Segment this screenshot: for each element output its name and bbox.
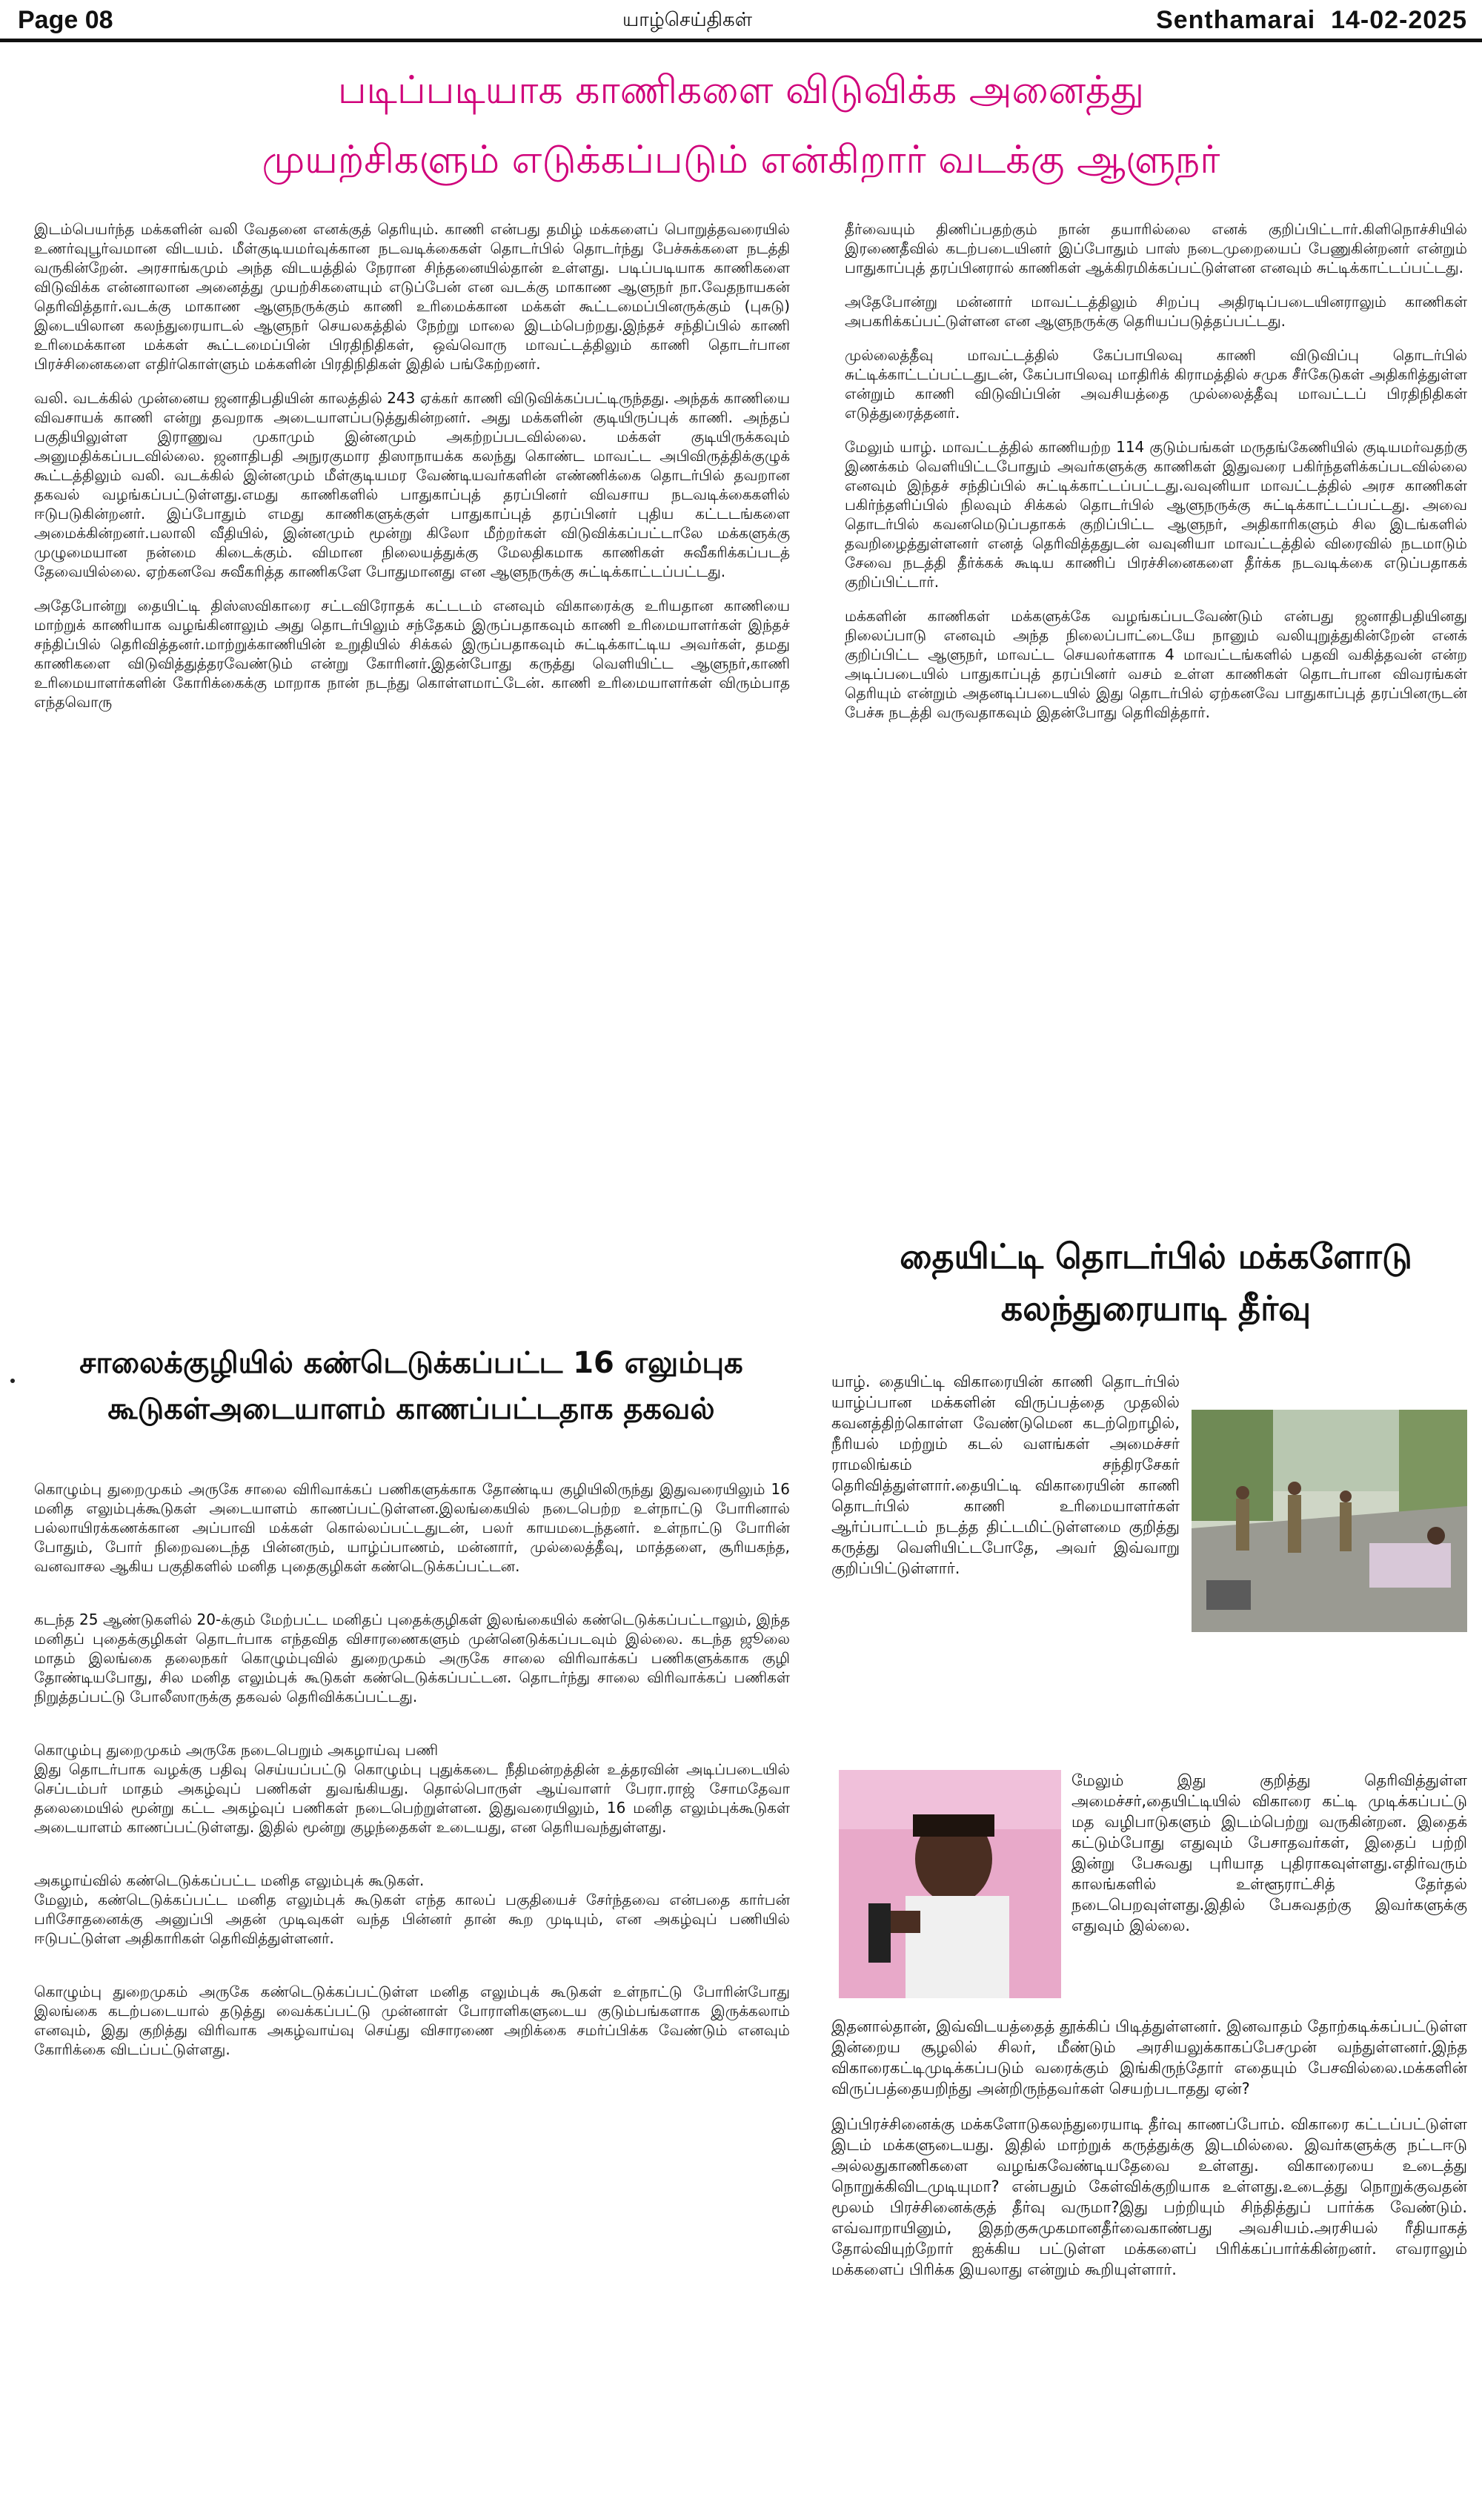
publication-date bbox=[1156, 6, 1467, 35]
paragraph: மேலும் யாழ். மாவட்டத்தில் காணியற்ற 114 குடும்பங்கள் மருதங்கேணியில் குடியமர்வதற்கு இணக்கம் வெளியிட்டபோதும் அவர்களுக்கு காணிகள் இதுவரை பகிர்ந்தளிக்கப்படவில்லை எனவும் இந்தச் சந்திப்பில் சுட்டிக்காட்டப்பட்டது.வவுனியா மாவட்டத்தில் அரச காணிகள் பகிர்ந்தளிப்பில் நிலவும் சிக்கல் தொடர்பில் ஆளுநருக்கு சுட்டிக்காட்டப்பட்டது. அவை தொடர்பில் கவனமெடுப்பதாகக் குறிப்பிட்ட ஆளுநர், அதிகாரிகளும் சில இடங்களில் தவறிழைத்துள்ளனர் எனத் தெரிவித்ததுடன் வவுனியா மாவட்டத்தில் விரைவில் நடமாடும் சேவை நடத்தி தீர்க்கக் கூடிய காணிப் பிரச்சினைகளை தீர்க்க நடவடிக்கை எடுப்பதாகக் குறிப்பிட்டார். bbox=[845, 438, 1467, 591]
main-headline-line2: முயற்சிகளும் எடுக்கப்படும் என்கிறார் வடக்கு ஆளுநர் bbox=[262, 138, 1220, 182]
paragraph: கடந்த 25 ஆண்டுகளில் 20-க்கும் மேற்பட்ட மனிதப் புதைக்குழிகள் இலங்கையில் கண்டெடுக்கப்பட்டாலும், இந்த மனிதப் புதைக்குழிகள் தொடர்பாக எந்தவித விசாரணைகளும் முன்னெடுக்கப்படவும் இல்லை. கடந்த ஜூலை மாதம் இலங்கை தலைநகர் கொழும்புவில் துறைமுகம் அருகே சாலை விரிவாக்கப் பணிகளுக்காக குழி தோண்டியபோது, சில மனித எலும்புக் கூடுகள் கண்டெடுக்கப்பட்டன. தொடர்ந்து சாலை விரிவாக்கப் பணிகள் நிறுத்தப்பட்டு போலீஸாருக்கு தகவல் தெரிவிக்கப்பட்டது. bbox=[34, 1611, 790, 1705]
paragraph: மக்களின் காணிகள் மக்களுக்கே வழங்கப்படவேண்டும் என்பது ஜனாதிபதியினது நிலைப்பாடு எனவும் அந்த நிலைப்பாட்டையே நானும் வலியுறுத்துகின்றேன் எனக் குறிப்பிட்ட ஆளுநர், மாவட்ட செயலர்களாக 4 மாவட்டங்களில் பதவி வகித்தவன் என்ற அடிப்படையில் பாதுகாப்புத் தரப்பினர் வசம் உள்ள காணிகள் தொடர்பான விவரங்கள் தெரியும் என்றும் அதனடிப்படையில் இது தொடர்பில் ஏற்கனவே பாதுகாப்புத் தரப்பினருடன் பேச்சு நடத்தி வருவதாகவும் இதன்போது தெரிவித்தார். bbox=[845, 607, 1467, 721]
skeleton-article-body bbox=[34, 1460, 790, 2513]
skeleton-headline bbox=[30, 1340, 793, 1432]
thaiyiddi-headline-line1: தையிட்டி தொடர்பில் மக்களோடு bbox=[900, 1236, 1412, 1276]
thaiyiddi-headline-line2: கலந்துரையாடி தீர்வு bbox=[1000, 1288, 1312, 1328]
thaiyiddi-side-text: மேலும் இது குறித்து தெரிவித்துள்ள அமைச்சர்,தையிட்டியில் விகாரை கட்டி முடிக்கப்பட்டு மத வழிபாடுகளும் இடம்பெற்று வருகின்றன. இதைக் கட்டும்போது எதுவும் பேசாதவர்கள், இதைப் பற்றி இன்று பேசுவது புரியாத புதிராகவுள்ளது.எதிர்வரும் காலங்களில் உள்ளூராட்சித் தேர்தல் நடைபெறவுள்ளது.இதில் பேசுவதற்கு இவர்களுக்கு எதுவும் இல்லை. bbox=[1071, 1771, 1467, 1934]
issue-date: 14-02-2025 bbox=[1331, 6, 1467, 34]
paragraph: முல்லைத்தீவு மாவட்டத்தில் கேப்பாபிலவு காணி விடுவிப்பு தொடர்பில் சுட்டிக்காட்டப்பட்டதுடன், கேப்பாபிலவு மாதிரிக் கிராமத்தில் சமுக சீர்கேடுகள் அதிகரித்துள்ள என்றும் காணி விடுவிப்பின் அவசியத்தை முல்லைத்தீவு மாவட்டப் பிரதிநிதிகள் எடுத்துரைத்தனர். bbox=[845, 346, 1467, 422]
thaiyiddi-body bbox=[831, 2016, 1467, 2513]
paragraph: அதேபோன்று தையிட்டி திஸ்ஸவிகாரை சட்டவிரோதக் கட்டடம் எனவும் விகாரைக்கு உரியதான காணியை மாற்றுக் காணியாக வழங்கினாலும் அது தொடர்பிலும் சந்தேகம் இருப்பதாகவும் காணி உரிமையாளர்கள் இந்தச் சந்திப்பில் தெரிவித்தனர்.மாற்றுக்காணியின் உறுதியில் சிக்கல் இருப்பதாகவும் சுட்டிக்காட்டிய அவர்கள், தமது காணிகளை விடுவித்துத்தரவேண்டும் என்று கோரினர்.இதன்போது கருத்து வெளியிட்ட ஆளுநர்,காணி உரிமையாளர்களின் கோரிக்கைக்கு மாறாக நான் நடந்து கொள்ளமாட்டேன். காணி உரிமையாளர்கள் விரும்பாத எந்தவொரு bbox=[34, 597, 790, 711]
thaiyiddi-headline bbox=[845, 1230, 1467, 1334]
paragraph: அதேபோன்று மன்னார் மாவட்டத்திலும் சிறப்பு அதிரடிப்படையினராலும் காணிகள் அபகரிக்கப்பட்டுள்ளன என ஆளுநருக்கு தெரியப்படுத்தப்பட்டது. bbox=[845, 293, 1467, 330]
paragraph: கொழும்பு துறைமுகம் அருகே கண்டெடுக்கப்பட்டுள்ள மனித எலும்புக் கூடுகள் உள்நாட்டு போரின்போது இலங்கை கடற்படையால் தடுத்து வைக்கப்பட்டு முன்னாள் போராளிகளுடைய குடும்பங்களாக இருக்கலாம் எனவும், இது குறித்து விரிவாக அகழ்வாய்வு செய்து விசாரணை அறிக்கை சமர்ப்பிக்க வேண்டும் எனவும் கோரிக்கை விடப்பட்டுள்ளது. bbox=[34, 1983, 790, 2058]
skeleton-headline-line1: சாலைக்குழியில் கண்டெடுக்கப்பட்ட 16 எலும்புக bbox=[79, 1346, 743, 1380]
minister-photo bbox=[839, 1770, 1061, 1998]
protest-photo bbox=[1192, 1410, 1467, 1632]
bullet-dot bbox=[10, 1379, 15, 1383]
paragraph: கொழும்பு துறைமுகம் அருகே சாலை விரிவாக்கப் பணிகளுக்காக தோண்டிய குழியிலிருந்து இதுவரையிலும் 16 மனித எலும்புக்கூடுகள் அடையாளம் காணப்பட்டுள்ளன.இலங்கையில் நடைபெற்ற உள்நாட்டு போரினால் பல்லாயிரக்கணக்கான அப்பாவி மக்கள் கொல்லப்பட்டதுடன், பலர் காயமடைந்தனர். உள்நாட்டு போரின் போதும், போர் நிறைவடைந்த பின்னரும், யாழ்ப்பாணம், மன்னார், முல்லைத்தீவு, மாத்தளை, சூரியகந்த, வனவாசல ஆகிய பகுதிகளில் மனித புதைகுழிகள் கண்டெடுக்கப்பட்டன. bbox=[34, 1480, 790, 1575]
paragraph: கொழும்பு துறைமுகம் அருகே நடைபெறும் அகழாய்வு பணி இது தொடர்பாக வழக்கு பதிவு செய்யப்பட்டு கொழும்பு புதுக்கடை நீதிமன்றத்தின் உத்தரவின் அடிப்படையில் செப்டம்பர் மாதம் அகழ்வுப் பணிகள் துவங்கியது. தொல்பொருள் ஆய்வாளர் பேரா.ராஜ் சோமதேவா தலைமையில் மூன்று கட்ட அகழ்வுப் பணிகள் நடைபெற்றுள்ளன. இதுவரையிலும், 16 மனித எலும்புக்கூடுகள் அடையாளம் காணப்பட்டுள்ளது. இதில் மூன்று குழந்தைகள் உடையது, என தெரியவந்துள்ளது. bbox=[34, 1741, 790, 1836]
publication-name: Senthamarai bbox=[1156, 6, 1316, 34]
main-headline-line1: படிப்படியாக காணிகளை விடுவிக்க அனைத்து bbox=[337, 68, 1145, 113]
thaiyiddi-intro: யாழ். தையிட்டி விகாரையின் காணி தொடர்பில் யாழ்ப்பான மக்களின் விருப்பத்தை முதலில் கவனத்திற்கொள்ள வேண்டுமென கடற்றொழில், நீரியல் மற்றும் கடல் வளங்கள் அமைச்சர் ராமலிங்கம் சந்திரசேகர் தெரிவித்துள்ளார்.தையிட்டி விகாரையின் காணி தொடர்பில் காணி உரிமையாளர்கள் ஆர்ப்பாட்டம் நடத்த திட்டமிட்டுள்ளமை குறித்து கருத்து வெளியிட்டபோதே, அவர் இவ்வாறு குறிப்பிட்டுள்ளார். bbox=[831, 1373, 1180, 1577]
skeleton-headline-line2: கூடுகள்அடையாளம் காணப்பட்டதாக தகவல் bbox=[107, 1392, 715, 1426]
header-rule bbox=[0, 39, 1482, 42]
paragraph: அகழாய்வில் கண்டெடுக்கப்பட்ட மனித எலும்புக் கூடுகள். மேலும், கண்டெடுக்கப்பட்ட மனித எலும்புக் கூடுகள் எந்த காலப் பகுதியைச் சேர்ந்தவை என்பதை கார்பன் பரிசோதனைக்கு அனுப்பி அதன் முடிவுகள் வந்த பின்னர் தான் கூற முடியும், என அகழ்வுப் பணியில் ஈடுபட்டுள்ள அதிகாரிகள் தெரிவித்துள்ளனர். bbox=[34, 1871, 790, 1947]
section-name: யாழ்செய்திகள் bbox=[622, 9, 753, 31]
main-article-left-column bbox=[34, 219, 790, 1339]
page-number: Page 08 bbox=[18, 6, 113, 34]
page-header bbox=[0, 0, 1482, 40]
main-article-right-column bbox=[845, 219, 1467, 1213]
paragraph: இடம்பெயர்ந்த மக்களின் வலி வேதனை எனக்குத் தெரியும். காணி என்பது தமிழ் மக்களைப் பொறுத்தவரையில் உணர்வுபூர்வமான விடயம். மீள்குடியமர்வுக்கான நடவடிக்கைகள் தொடர்பில் தொடர்ந்து பேச்சுக்களை நடத்தி வருகின்றேன். அரசாங்கமும் அந்த விடயத்தில் நேரான சிந்தனையில்தான் உள்ளது. படிப்படியாக காணிகளை விடுவிக்க என்னாலான அனைத்து முயற்சிகளையும் எடுப்பேன் என வடக்கு மாகாண ஆளுநர் நா.வேதநாயகன் தெரிவித்தார்.வடக்கு மாகாண ஆளுநருக்கும் காணி உரிமைக்கான மக்கள் கூட்டமைப்பினருக்கும் (புசுடு) இடையிலான கலந்துரையாடல் ஆளுநர் செயலகத்தில் நேற்று மாலை இடம்பெற்றது.இந்தச் சந்திப்பில் காணி உரிமைக்கான மக்கள் கூட்டமைப்பின் பிரதிநிதிகள், ஒவ்வொரு மாவட்டத்திலும் காணி தொடர்பான பிரச்சினைகளை எதிர்கொள்ளும் மக்களின் பிரதிநிதிகள் இதில் பங்கேற்றனர். bbox=[34, 220, 790, 373]
paragraph: இதனால்தான், இவ்விடயத்தைத் தூக்கிப் பிடித்துள்ளனர். இனவாதம் தோற்கடிக்கப்பட்டுள்ள இன்றைய சூழலில் சிலர், மீண்டும் அரசியலுக்காகப்பேசமுன் வந்துள்ளனர்.இந்த விகாரைகட்டிமுடிக்கப்படும் வரைக்கும் இங்கிருந்தோர் எதையும் பேசவில்லை.மக்களின் விருப்பத்தையறிந்து அன்றிருந்தவர்கள் செயற்படாதது ஏன்? bbox=[831, 2017, 1467, 2098]
paragraph: தீர்வையும் திணிப்பதற்கும் நான் தயாரில்லை எனக் குறிப்பிட்டார்.கிளிநொச்சியில் இரணைதீவில் கடற்படையினர் இப்போதும் பாஸ் நடைமுறையைப் பேணுகின்றனர் என்றும் பாதுகாப்புத் தரப்பினரால் காணிகள் ஆக்கிரமிக்கப்பட்டுள்ளன எனவும் சுட்டிக்காட்டப்பட்டது. bbox=[845, 220, 1467, 276]
paragraph: இப்பிரச்சினைக்கு மக்களோடுகலந்துரையாடி தீர்வு காணப்போம். விகாரை கட்டப்பட்டுள்ள இடம் மக்களுடையது. இதில் மாற்றுக் கருத்துக்கு இடமில்லை. இவர்களுக்கு நட்டஈடு அல்லதுகாணிகளை வழங்கவேண்டியதேவை உள்ளது. விகாரையை உடைத்து நொறுக்கிவிடமுடியுமா? என்பதும் கேள்விக்குறியாக உள்ளது.உடைத்து நொறுக்குவதன் மூலம் பிரச்சினைக்குத் தீர்வு வருமா?இது பற்றியும் சிந்தித்துப் பார்க்க வேண்டும். எவ்வாறாயினும், இதற்குசுமுகமானதீர்வைகாண்பது அவசியம்.அரசியல் ரீதியாகத் தோல்வியுற்றோர் ஐக்கிய பட்டுள்ள மக்களைப் பிரிக்கப்பார்க்கின்றனர். எவராலும் மக்களைப் பிரிக்க இயலாது என்றும் கூறியுள்ளார். bbox=[831, 2115, 1467, 2278]
paragraph: வலி. வடக்கில் முன்னைய ஜனாதிபதியின் காலத்தில் 243 ஏக்கர் காணி விடுவிக்கப்பட்டிருந்தது. அந்தக் காணியை விவசாயக் காணி என்று தவறாக அடையாளப்படுத்துகின்றனர். அது மக்களின் குடியிருப்புக் காணி. அந்தப் பகுதியிலுள்ள இராணுவ முகாமும் இன்னமும் அகற்றப்படவில்லை. மக்கள் குடியிருக்கவும் அனுமதிக்கப்படவில்லை. ஜனாதிபதி அநுரகுமார திஸாநாயக்க கலந்து கொண்ட மாவட்ட அபிவிருத்திக்குழுக் கூட்டத்திலும் வலி. வடக்கில் இன்னமும் மீள்குடியமர வேண்டியவர்களின் எண்ணிக்கை தொடர்பில் தவறான தகவல் வழங்கப்பட்டுள்ளது.எமது காணிகளில் பாதுகாப்புத் தரப்பினர் விவசாய நடவடிக்கைகளில் ஈடுபடுகின்றனர். இப்போதும் எமது காணிகளுக்குள் பாதுகாப்புத் தரப்பினர் புதிய கட்டடங்களை அமைக்கின்றனர்.பலாலி வீதியில், இன்னமும் மூன்று கிலோ மீற்றர்கள் விடுவிக்கப்பட்டாலே மக்களுக்கு முழுமையான நன்மை கிடைக்கும். விமான நிலையத்துக்கு மேலதிகமாக காணிகள் சுவீகரிக்கப்படத் தேவையில்லை. ஏற்கனவே சுவீகரித்த காணிகளே போதுமானது என ஆளுநருக்கு சுட்டிக்காட்டப்பட்டது. bbox=[34, 389, 790, 580]
